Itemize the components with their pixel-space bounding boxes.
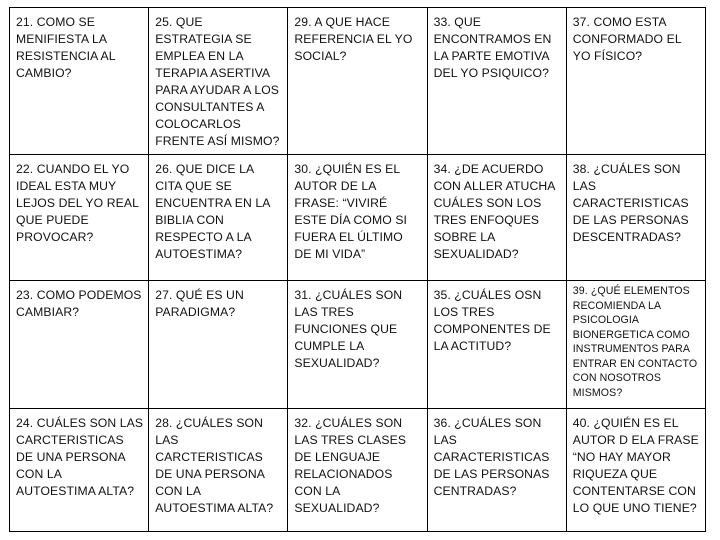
question-cell: 35. ¿CUÁLES OSN LOS TRES COMPONENTES DE LA ACTITUD? bbox=[427, 281, 566, 409]
question-cell: 29. A QUE HACE REFERENCIA EL YO SOCIAL? bbox=[288, 8, 427, 155]
question-cell: 38. ¿CUÁLES SON LAS CARACTERISTICAS DE LAS PERSONAS DESCENTRADAS? bbox=[566, 155, 705, 281]
table-row bbox=[10, 155, 706, 281]
question-cell: 27. QUÉ ES UN PARADIGMA? bbox=[149, 281, 288, 409]
question-cell: 31. ¿CUÁLES SON LAS TRES FUNCIONES QUE CUMPLE LA SEXUALIDAD? bbox=[288, 281, 427, 409]
table-row bbox=[10, 8, 706, 155]
question-cell: 22. CUANDO EL YO IDEAL ESTA MUY LEJOS DEL YO REAL QUE PUEDE PROVOCAR? bbox=[10, 155, 149, 281]
question-cell: 32. ¿CUÁLES SON LAS TRES CLASES DE LENGUAJE RELACIONADOS CON LA SEXUALIDAD? bbox=[288, 409, 427, 532]
question-cell: 37. COMO ESTA CONFORMADO EL YO FÍSICO? bbox=[566, 8, 705, 155]
question-cell: 21. COMO SE MENIFIESTA LA RESISTENCIA AL CAMBIO? bbox=[10, 8, 149, 155]
question-cell: 40. ¿QUIÉN ES EL AUTOR D ELA FRASE “NO HAY MAYOR RIQUEZA QUE CONTENTARSE CON LO QUE UNO TIENE? bbox=[566, 409, 705, 532]
table-row bbox=[10, 409, 706, 532]
question-cell: 34. ¿DE ACUERDO CON ALLER ATUCHA CUÁLES SON LOS TRES ENFOQUES SOBRE LA SEXUALIDAD? bbox=[427, 155, 566, 281]
question-cell: 23. COMO PODEMOS CAMBIAR? bbox=[10, 281, 149, 409]
question-cell: 30. ¿QUIÉN ES EL AUTOR DE LA FRASE: “VIVIRÉ ESTE DÍA COMO SI FUERA EL ÚLTIMO DE MI VIDA” bbox=[288, 155, 427, 281]
question-cell: 25. QUE ESTRATEGIA SE EMPLEA EN LA TERAPIA ASERTIVA PARA AYUDAR A LOS CONSULTANTES A COLOCARLOS FRENTE ASÍ MISMO? bbox=[149, 8, 288, 155]
table-row bbox=[10, 281, 706, 409]
question-cell: 36. ¿CUÁLES SON LAS CARACTERISTICAS DE LAS PERSONAS CENTRADAS? bbox=[427, 409, 566, 532]
question-table bbox=[9, 7, 706, 532]
question-cell: 39. ¿QUÉ ELEMENTOS RECOMIENDA LA PSICOLOGIA BIONERGETICA COMO INSTRUMENTOS PARA ENTRAR EN CONTACTO CON NOSOTROS MISMOS? bbox=[566, 281, 705, 409]
question-cell: 26. QUE DICE LA CITA QUE SE ENCUENTRA EN LA BIBLIA CON RESPECTO A LA AUTOESTIMA? bbox=[149, 155, 288, 281]
question-cell: 24. CUÁLES SON LAS CARCTERISTICAS DE UNA PERSONA CON LA AUTOESTIMA ALTA? bbox=[10, 409, 149, 532]
question-cell: 28. ¿CUÁLES SON LAS CARCTERISTICAS DE UNA PERSONA CON LA AUTOESTIMA ALTA? bbox=[149, 409, 288, 532]
question-cell: 33. QUE ENCONTRAMOS EN LA PARTE EMOTIVA DEL YO PSIQUICO? bbox=[427, 8, 566, 155]
